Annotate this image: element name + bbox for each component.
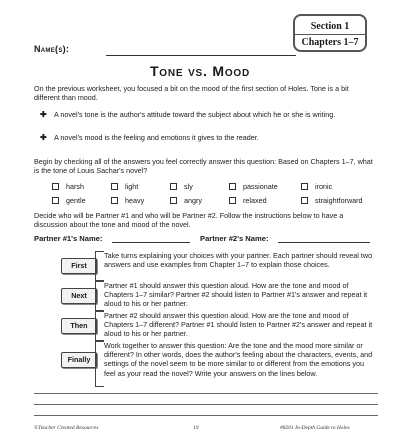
checkbox[interactable]: [229, 183, 236, 190]
step-first-tag: First: [61, 258, 97, 274]
choice-straightforward[interactable]: [301, 196, 363, 205]
checkbox[interactable]: [301, 197, 308, 204]
partner1-write-line[interactable]: [112, 242, 190, 243]
checkbox[interactable]: [52, 183, 59, 190]
step-bracket: [95, 341, 104, 387]
choice-label: light: [125, 182, 139, 191]
step-first-text: Take turns explaining your choices with your partner. Each partner should reveal two answers and use examples from Chapter 1–7 to explain those choices.: [104, 251, 373, 270]
step-bracket: [95, 281, 104, 311]
choice-relaxed[interactable]: [229, 196, 267, 205]
checkbox[interactable]: [170, 197, 177, 204]
choice-gentle[interactable]: [52, 196, 86, 205]
footer-publisher: ©Teacher Created Resources: [34, 425, 99, 431]
step-then-tag: Then: [61, 318, 97, 334]
choice-heavy[interactable]: [111, 196, 144, 205]
step-bracket: [95, 251, 104, 281]
choice-sly[interactable]: [170, 182, 193, 191]
names-row: [34, 44, 294, 60]
answer-line[interactable]: [34, 393, 378, 394]
choice-angry[interactable]: [170, 196, 202, 205]
plus-icon: ✚: [40, 110, 47, 119]
step-bracket: [95, 311, 104, 341]
partner2-write-line[interactable]: [278, 242, 370, 243]
checkbox[interactable]: [111, 197, 118, 204]
bullet-text: A novel's mood is the feeling and emotions it gives to the reader.: [54, 133, 259, 142]
step-finally-tag: Finally: [61, 352, 97, 368]
step-next-text: Partner #1 should answer this question aloud. How are the tone and mood of Chapters 1–7 similar? Partner #2 should listen to Partner #1's answer and repeat it aloud to his or her partner.: [104, 281, 368, 309]
checkbox[interactable]: [229, 197, 236, 204]
footer-product: #8201 In-Depth Guide to Holes: [280, 425, 350, 431]
choice-label: harsh: [66, 182, 84, 191]
section-chapters: Chapters 1–7: [301, 37, 359, 48]
instruction-partners: Decide who will be Partner #1 and who will be Partner #2. Follow the instructions below to have a discussion about the tone and mood of the novel.: [34, 211, 344, 230]
step-next-tag: Next: [61, 288, 97, 304]
footer-page-number: 19: [193, 425, 199, 431]
names-label: Name(s):: [34, 44, 70, 54]
instruction-checkboxes: Begin by checking all of the answers you feel correctly answer this question: Based on Chapters 1–7, what is the tone of Louis Sachar's novel?: [34, 157, 373, 176]
section-tab-divider: [295, 34, 365, 35]
section-tab: [293, 14, 367, 52]
choice-label: ironic: [315, 182, 333, 191]
choice-label: angry: [184, 196, 202, 205]
section-number: Section 1: [310, 21, 350, 32]
step-finally-text: Work together to answer this question: Are the tone and the mood more similar or different? In other words, does the author's feeling about the characters, events, and settings of the novel seem to be more similar to or different from the emotions you feel as your read the novel? Write your answers on the lines below.: [104, 341, 373, 378]
names-write-line[interactable]: [106, 55, 296, 56]
choice-label: straightforward: [315, 196, 363, 205]
choice-ironic[interactable]: [301, 182, 332, 191]
checkbox[interactable]: [52, 197, 59, 204]
partner1-label: Partner #1's Name:: [34, 234, 103, 243]
bullet-text: A novel's tone is the author's attitude toward the subject about which he or she is writing.: [54, 110, 336, 119]
choice-label: sly: [184, 182, 193, 191]
choice-label: relaxed: [243, 196, 267, 205]
partner2-label: Partner #2's Name:: [200, 234, 269, 243]
page-title: Tone vs. Mood: [149, 63, 251, 79]
choice-label: gentle: [66, 196, 86, 205]
choice-harsh[interactable]: [52, 182, 84, 191]
answer-line[interactable]: [34, 415, 378, 416]
intro-paragraph: On the previous worksheet, you focused a bit on the mood of the first section of Holes. Tone is a bit different than mood.: [34, 84, 349, 103]
checkbox[interactable]: [170, 183, 177, 190]
answer-line[interactable]: [34, 404, 378, 405]
checkbox[interactable]: [301, 183, 308, 190]
checkbox[interactable]: [111, 183, 118, 190]
step-then-text: Partner #2 should answer this question aloud. How are the tone and mood of Chapters 1–7 different? Partner #1 should listen to Partner #2's answer and repeat it aloud to his or her partner.: [104, 311, 373, 339]
choice-label: heavy: [125, 196, 145, 205]
choice-light[interactable]: [111, 182, 138, 191]
choice-passionate[interactable]: [229, 182, 278, 191]
plus-icon: ✚: [40, 133, 47, 142]
choice-label: passionate: [243, 182, 278, 191]
